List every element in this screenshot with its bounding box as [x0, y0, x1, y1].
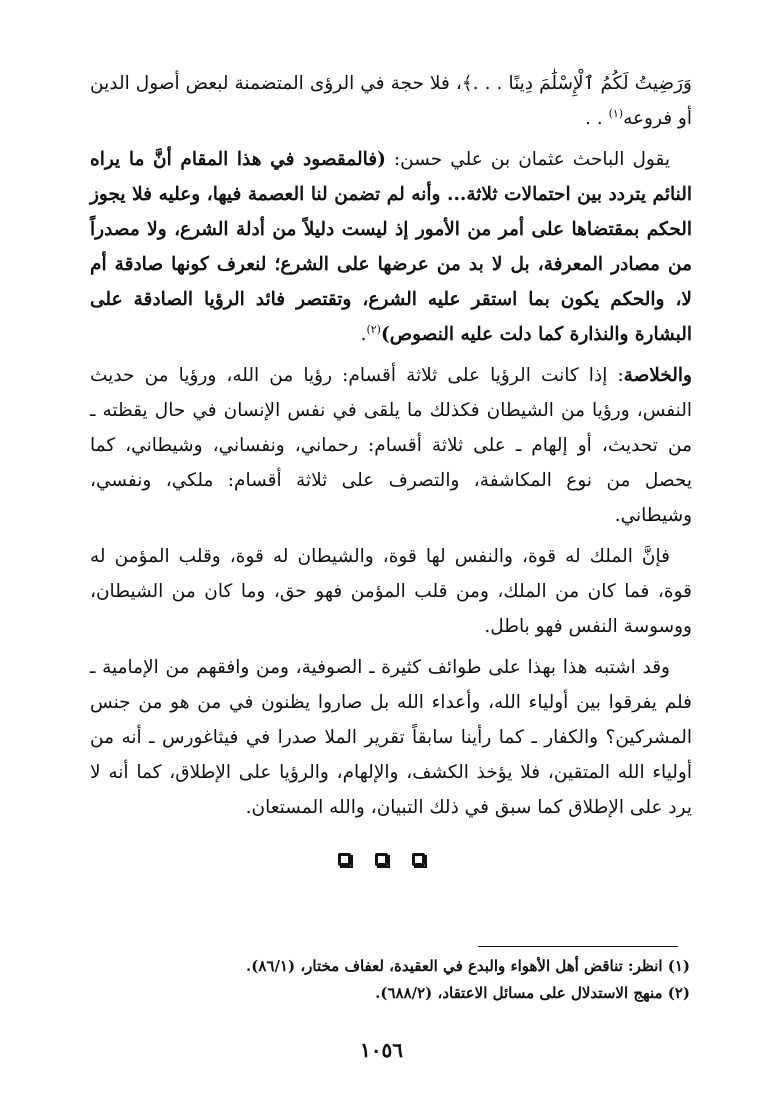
- paragraph-2-tail: .: [360, 324, 367, 345]
- footnote-2: (٢) منهج الاستدلال على مسائل الاعتقاد، (٦٨٨/٢).: [375, 984, 690, 1002]
- paragraph-1-body: . . .﴾، فلا حجة في الرؤى المتضمنة لبعض أصول الدين أو فروعه: [90, 73, 692, 129]
- paragraph-1: [90, 66, 692, 136]
- main-text: [90, 66, 692, 831]
- page-number: ١٠٥٦: [360, 1038, 403, 1062]
- paragraph-3-body: : إذا كانت الرؤيا على ثلاثة أقسام: رؤيا من الله، ورؤيا من حديث النفس، ورؤيا من الشيطان فكذلك ما يلقى في نفس الإنسان في حال يقظته ـ من تحديث، أو إلهام ـ على ثلاثة أقسام: رحماني، ونفساني، وشيطاني، كما يحصل من نوع المكاشفة، والتصرف على ثلاثة أقسام: ملكي، ونفسي، وشيطاني.: [90, 365, 692, 526]
- paragraph-5-body: وقد اشتبه هذا بهذا على طوائف كثيرة ـ الصوفية، ومن وافقهم من الإمامية ـ فلم يفرقوا بين أولياء الله، وأعداء الله بل صاروا يظنون في من هو من جنس المشركين؟ والكفار ـ كما رأينا سابقاً تقرير الملا صدرا في فيثاغورس ـ أنه من أولياء الله المتقين، فلا يؤخذ الكشف، والإلهام، والرؤيا على الإطلاق، كما أنه لا يرد على الإطلاق كما سبق في ذلك التبيان، والله المستعان.: [90, 657, 692, 818]
- paragraph-2-quote: (فالمقصود في هذا المقام أنَّ ما يراه النائم يتردد بين احتمالات ثلاثة... وأنه لم تضمن لنا العصمة فيها، وعليه فلا يجوز الحكم بمقتضاها على أمر من الأمور إذ ليست دليلاً من أدلة الشرع، ولا مصدراً من مصادر المعرفة، بل لا بد من عرضها على الشرع؛ لنعرف كونها صادقة أم لا، والحكم يكون بما استقر عليه الشرع، وتقتصر فائد الرؤيا الصادقة على البشارة والنذارة كما دلت عليه النصوص): [90, 149, 692, 345]
- paragraph-4: [90, 539, 692, 644]
- footnote-ref-1: (١): [608, 106, 624, 120]
- paragraph-4-body: فإنَّ الملك له قوة، والنفس لها قوة، والشيطان له قوة، وقلب المؤمن له قوة، فما كان من الملك، ومن قلب المؤمن فهو حق، وما كان من الشيطان، ووسوسة النفس فهو باطل.: [90, 546, 692, 637]
- ornament-square-icon: [375, 853, 388, 866]
- footnote-1: (١) انظر: تناقض أهل الأهواء والبدع في العقيدة، لعفاف مختار، (٨٦/١).: [246, 957, 690, 975]
- ornament-square-icon: [412, 853, 425, 866]
- paragraph-5: [90, 650, 692, 825]
- paragraph-3: [90, 358, 692, 533]
- section-ornaments: [0, 853, 763, 866]
- ornament-square-icon: [338, 853, 351, 866]
- footnote-ref-2: (٢): [366, 322, 381, 336]
- paragraph-2: [90, 142, 692, 352]
- paragraph-1-tail: . .: [585, 108, 609, 129]
- paragraph-3-lead: والخلاصة: [623, 365, 692, 386]
- quran-verse: وَرَضِيتُ لَكُمُ ٱلْإِسْلَٰمَ دِينًا: [508, 73, 692, 94]
- paragraph-2-lead: يقول الباحث عثمان بن علي حسن:: [385, 149, 670, 170]
- footnotes: [150, 953, 690, 1007]
- footnote-divider: [478, 946, 678, 947]
